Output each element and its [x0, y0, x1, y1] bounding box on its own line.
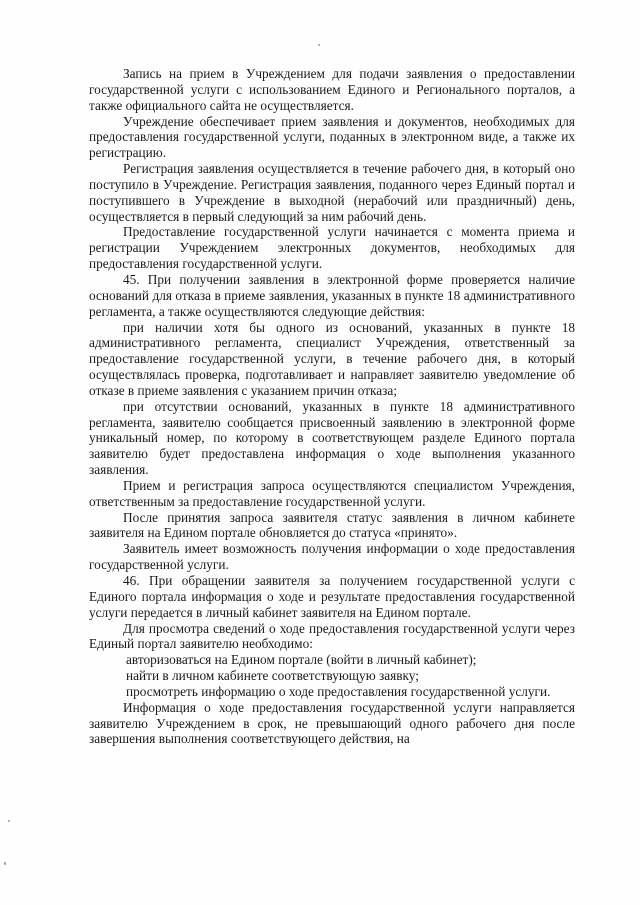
paragraph-5: 45. При получении заявления в электронной форме проверяется наличие оснований для отказа в приеме заявления, указанных в пункте 18 административного регламента, а также осуществляются следующие действия: — [89, 271, 575, 319]
scan-speck — [318, 44, 320, 46]
paragraph-6: при наличии хотя бы одного из оснований, указанных в пункте 18 административного регламента, специалист Учреждения, ответственный за предоставление государственной услуги, в течение рабочего дня, в который осуществлялась проверка, подготавливает и направляет заявителю уведомление об отказе в приеме заявления с указанием причин отказа; — [89, 319, 575, 398]
paragraph-7: при отсутствии оснований, указанных в пункте 18 административного регламента, заявителю сообщается присвоенный заявлению в электронной форме уникальный номер, по которому в соответствующем разделе Единого портала заявителю будет предоставлена информация о ходе выполнения указанного заявления. — [89, 398, 575, 478]
list-item-1: авторизоваться на Едином портале (войти в личный кабинет); — [126, 652, 477, 668]
paragraph-10: Заявитель имеет возможность получения информации о ходе предоставления государственной услуги. — [89, 541, 575, 573]
scan-speck — [8, 820, 10, 822]
paragraph-9: После принятия запроса заявителя статус заявления в личном кабинете заявителя на Едином портале обновляется до статуса «принято». — [89, 509, 575, 541]
paragraph-13: Информация о ходе предоставления государственной услуги направляется заявителю Учреждением в срок, не превышающий одного рабочего дня после завершения выполнения соответствующего действия, на — [89, 699, 575, 747]
paragraph-12: Для просмотра сведений о ходе предоставления государственной услуги через Единый портал заявителю необходимо: — [89, 620, 575, 652]
paragraph-2: Учреждение обеспечивает прием заявления и документов, необходимых для предоставления государственной услуги, поданных в электронном виде, а также их регистрацию. — [89, 113, 575, 161]
list-item-2: найти в личном кабинете соответствующую заявку; — [126, 668, 419, 684]
paragraph-1: Запись на прием в Учреждением для подачи заявления о предоставлении государственной услуги с использованием Единого и Регионального порталов, а также официального сайта не осуществляется. — [89, 66, 575, 113]
paragraph-11: 46. При обращении заявителя за получением государственной услуги с Единого портала информация о ходе и результате предоставления государственной услуги передается в личный кабинет заявителя на Едином портале. — [89, 573, 575, 620]
list-item-3: просмотреть информацию о ходе предоставления государственной услуги. — [126, 683, 551, 699]
paragraph-3: Регистрация заявления осуществляется в течение рабочего дня, в который оно поступило в Учреждение. Регистрация заявления, поданного через Единый портал и поступившего в Учреждение в выходной (нерабочий или праздничный) день, осуществляется в первый следующий за ним рабочий день. — [89, 161, 575, 224]
scan-speck — [4, 862, 6, 865]
paragraph-8: Прием и регистрация запроса осуществляются специалистом Учреждения, ответственным за предоставление государственной услуги. — [89, 477, 575, 509]
paragraph-4: Предоставление государственной услуги начинается с момента приема и регистрации Учреждением электронных документов, необходимых для предоставления государственной услуги. — [89, 224, 575, 272]
document-body — [89, 66, 575, 747]
